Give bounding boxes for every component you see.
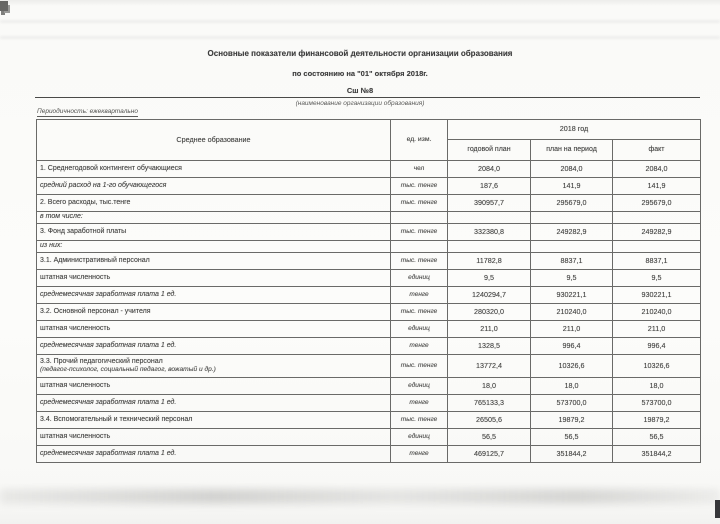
row-unit: тыс. тенге [391, 253, 448, 270]
cell-annual-plan: 280320,0 [448, 304, 531, 321]
cell-fact: 351844,2 [613, 446, 701, 463]
cell-fact [613, 212, 701, 224]
table-row-wage-fund [37, 224, 701, 241]
cell-period-plan: 930221,1 [531, 287, 613, 304]
document-title: Основные показатели финансовой деятельности организации образования [207, 49, 513, 58]
table-row-avg-expense [37, 178, 701, 195]
row-label-note: (педагог-психолог, социальный педагог, вожатый и др.) [40, 366, 216, 374]
cell-fact: 295679,0 [613, 195, 701, 212]
cell-fact: 249282,9 [613, 224, 701, 241]
header-unit: ед. изм. [391, 120, 448, 161]
header-period-plan: план на период [531, 140, 613, 161]
row-label-cell [37, 355, 391, 378]
cell-period-plan: 141,9 [531, 178, 613, 195]
financial-indicators-table [36, 119, 701, 463]
row-label: среднемесячная заработная плата 1 ед. [37, 338, 391, 355]
org-name: Сш №8 [346, 86, 374, 95]
table-row-avg-salary [37, 395, 701, 412]
cell-annual-plan: 9,5 [448, 270, 531, 287]
cell-annual-plan [448, 212, 531, 224]
row-unit: тыс. тенге [391, 304, 448, 321]
scan-shadow-band [0, 489, 720, 504]
row-unit: тыс. тенге [391, 412, 448, 429]
cell-fact: 141,9 [613, 178, 701, 195]
row-unit: единиц [391, 429, 448, 446]
cell-period-plan: 8837,1 [531, 253, 613, 270]
row-unit: тыс. тенге [391, 355, 448, 378]
table-row-staff-count [37, 321, 701, 338]
scan-artifact-top-left [0, 1, 8, 11]
cell-fact: 573700,0 [613, 395, 701, 412]
document-date-line: по состоянию на "01" октября 2018г. [292, 69, 428, 78]
table-row-including [37, 212, 701, 224]
cell-fact: 9,5 [613, 270, 701, 287]
scan-streak [0, 36, 720, 39]
row-unit: тыс. тенге [391, 195, 448, 212]
row-unit: тыс. тенге [391, 224, 448, 241]
cell-period-plan: 211,0 [531, 321, 613, 338]
row-label: 2. Всего расходы, тыс.тенге [37, 195, 391, 212]
cell-period-plan: 210240,0 [531, 304, 613, 321]
row-label: среднемесячная заработная плата 1 ед. [37, 395, 391, 412]
cell-period-plan: 351844,2 [531, 446, 613, 463]
row-unit: тенге [391, 446, 448, 463]
cell-fact: 56,5 [613, 429, 701, 446]
cell-annual-plan: 11782,8 [448, 253, 531, 270]
cell-annual-plan: 1240294,7 [448, 287, 531, 304]
cell-period-plan: 18,0 [531, 378, 613, 395]
row-unit: тыс. тенге [391, 178, 448, 195]
cell-fact: 8837,1 [613, 253, 701, 270]
table-header-row-1 [37, 120, 701, 140]
cell-annual-plan [448, 241, 531, 253]
row-unit [391, 241, 448, 253]
header-fact: факт [613, 140, 701, 161]
row-label: среднемесячная заработная плата 1 ед. [37, 287, 391, 304]
cell-annual-plan: 56,5 [448, 429, 531, 446]
table-row-avg-salary [37, 446, 701, 463]
row-label: 3.3. Прочий педагогический персонал [40, 358, 163, 366]
cell-fact: 211,0 [613, 321, 701, 338]
cell-annual-plan: 211,0 [448, 321, 531, 338]
cell-fact: 2084,0 [613, 161, 701, 178]
cell-fact: 210240,0 [613, 304, 701, 321]
org-name-underline [35, 97, 700, 98]
row-label: штатная численность [37, 321, 391, 338]
org-name-caption: (наименование организации образования) [295, 100, 425, 107]
header-education-level: Среднее образование [37, 120, 391, 161]
table-row-contingent [37, 161, 701, 178]
table-row-support-personnel [37, 412, 701, 429]
cell-annual-plan: 2084,0 [448, 161, 531, 178]
row-unit: единиц [391, 321, 448, 338]
row-label: штатная численность [37, 429, 391, 446]
cell-period-plan: 996,4 [531, 338, 613, 355]
table-row-avg-salary [37, 287, 701, 304]
row-label: 3.2. Основной персонал - учителя [37, 304, 391, 321]
scan-artifact-right-edge [715, 500, 720, 518]
row-label: 3.1. Административный персонал [37, 253, 391, 270]
row-label: штатная численность [37, 378, 391, 395]
cell-period-plan: 573700,0 [531, 395, 613, 412]
row-unit: единиц [391, 270, 448, 287]
table-row-staff-count [37, 429, 701, 446]
cell-annual-plan: 26505,6 [448, 412, 531, 429]
cell-annual-plan: 765133,3 [448, 395, 531, 412]
cell-annual-plan: 187,6 [448, 178, 531, 195]
cell-annual-plan: 469125,7 [448, 446, 531, 463]
row-unit [391, 212, 448, 224]
cell-fact: 930221,1 [613, 287, 701, 304]
row-label: средний расход на 1-го обучающегося [37, 178, 391, 195]
row-unit: тенге [391, 338, 448, 355]
table-row-of-which [37, 241, 701, 253]
periodicity-note: Периодичность: ежеквартально [37, 108, 138, 115]
cell-period-plan: 2084,0 [531, 161, 613, 178]
table-row-total-expenses [37, 195, 701, 212]
header-annual-plan: годовой план [448, 140, 531, 161]
cell-fact: 18,0 [613, 378, 701, 395]
row-label: 3.4. Вспомогательный и технический персонал [37, 412, 391, 429]
cell-period-plan: 295679,0 [531, 195, 613, 212]
row-label: 3. Фонд заработной платы [37, 224, 391, 241]
scan-streak [0, 20, 720, 23]
cell-period-plan [531, 241, 613, 253]
table-row-other-pedagogical [37, 355, 701, 378]
cell-period-plan: 19879,2 [531, 412, 613, 429]
table-row-staff-count [37, 378, 701, 395]
table-row-staff-count [37, 270, 701, 287]
cell-fact: 996,4 [613, 338, 701, 355]
row-unit: чел [391, 161, 448, 178]
cell-period-plan: 10326,6 [531, 355, 613, 378]
cell-fact [613, 241, 701, 253]
row-unit: единиц [391, 378, 448, 395]
cell-fact: 10326,6 [613, 355, 701, 378]
row-label: штатная численность [37, 270, 391, 287]
cell-annual-plan: 390957,7 [448, 195, 531, 212]
cell-annual-plan: 18,0 [448, 378, 531, 395]
row-label: из них: [37, 241, 391, 253]
row-unit: тенге [391, 287, 448, 304]
cell-period-plan: 249282,9 [531, 224, 613, 241]
row-label: в том числе: [37, 212, 391, 224]
row-unit: тенге [391, 395, 448, 412]
row-label: среднемесячная заработная плата 1 ед. [37, 446, 391, 463]
cell-period-plan: 9,5 [531, 270, 613, 287]
header-year-group: 2018 год [448, 120, 701, 140]
table-row-main-personnel [37, 304, 701, 321]
table-row-admin-personnel [37, 253, 701, 270]
cell-annual-plan: 1328,5 [448, 338, 531, 355]
cell-fact: 19879,2 [613, 412, 701, 429]
cell-period-plan [531, 212, 613, 224]
table-row-avg-salary [37, 338, 701, 355]
cell-period-plan: 56,5 [531, 429, 613, 446]
cell-annual-plan: 332380,8 [448, 224, 531, 241]
row-label: 1. Среднегодовой контингент обучающиеся [37, 161, 391, 178]
cell-annual-plan: 13772,4 [448, 355, 531, 378]
